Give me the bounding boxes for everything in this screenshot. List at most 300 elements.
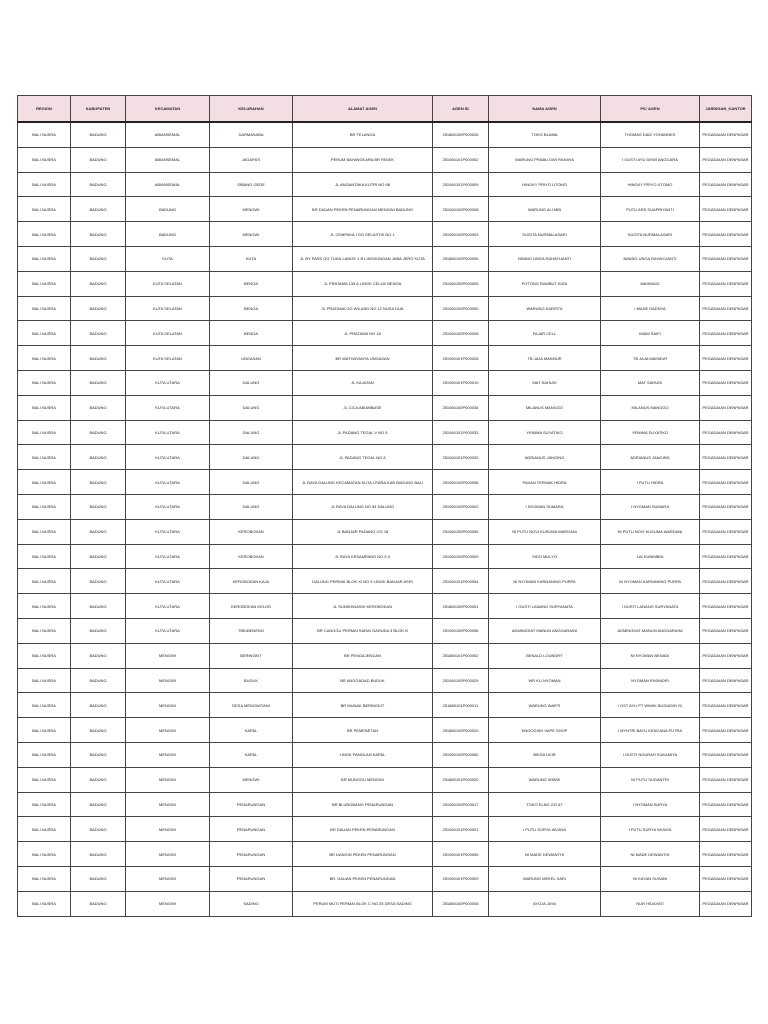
cell-pic-agen: ADRIANUS JANGING <box>601 445 700 470</box>
cell-kecamatan: KUTA SELATAN <box>126 321 210 346</box>
cell-agen-id: 251060101P000001 <box>433 817 489 842</box>
table-row <box>18 842 752 867</box>
cell-jaringan-kantor: PEGADAIAN DENPASAR <box>700 767 752 792</box>
cell-region: BALI NUSRA <box>18 842 71 867</box>
cell-agen-id: 251060100P000017 <box>433 792 489 817</box>
cell-agen-id: 251060101P000030 <box>433 445 489 470</box>
cell-kecamatan: MENGWI <box>126 718 210 743</box>
cell-region: BALI NUSRA <box>18 197 71 222</box>
cell-agen-id: 251060100P000008 <box>433 197 489 222</box>
cell-region: BALI NUSRA <box>18 445 71 470</box>
cell-jaringan-kantor: PEGADAIAN DENPASAR <box>700 420 752 445</box>
cell-region: BALI NUSRA <box>18 222 71 247</box>
table-row <box>18 891 752 916</box>
cell-kecamatan: KUTA UTARA <box>126 395 210 420</box>
cell-kelurahan: KEROBOKAN KAJA <box>210 569 293 594</box>
column-header-kelurahan: KELURAHAN <box>210 96 293 123</box>
cell-jaringan-kantor: PEGADAIAN DENPASAR <box>700 470 752 495</box>
cell-kecamatan: KUTA UTARA <box>126 594 210 619</box>
cell-nama-agen: POTONG RAMBUT KUDI <box>489 271 601 296</box>
cell-pic-agen: I PUTU HIDRA <box>601 470 700 495</box>
cell-nama-agen: KNOOGISH VAPE SHOP <box>489 718 601 743</box>
cell-kabupaten: BADUNG <box>71 370 126 395</box>
column-header-jaringan-kantor: JARINGAN_KANTOR <box>700 96 752 123</box>
cell-nama-agen: ADRIANUS JANGING <box>489 445 601 470</box>
cell-kecamatan: MENGWI <box>126 767 210 792</box>
cell-kecamatan: MENGWI <box>126 742 210 767</box>
cell-agen-id: 251060100P000060 <box>433 742 489 767</box>
cell-region: BALI NUSRA <box>18 420 71 445</box>
header-row <box>18 96 752 123</box>
table-row <box>18 569 752 594</box>
cell-nama-agen: TOKO BLAMA <box>489 122 601 147</box>
cell-kelurahan: BERINGKIT <box>210 643 293 668</box>
cell-region: BALI NUSRA <box>18 370 71 395</box>
cell-jaringan-kantor: PEGADAIAN DENPASAR <box>700 569 752 594</box>
table-row <box>18 122 752 147</box>
cell-pic-agen: I GUSTI NGURAH SUKAMIYA <box>601 742 700 767</box>
cell-kelurahan: MENGWI <box>210 767 293 792</box>
cell-pic-agen: I GST AYU PT WIWIK BUDIASIH GI <box>601 693 700 718</box>
table-row <box>18 718 752 743</box>
cell-kelurahan: BUDUK <box>210 668 293 693</box>
cell-kelurahan: DALUNG <box>210 420 293 445</box>
table-row <box>18 594 752 619</box>
cell-jaringan-kantor: PEGADAIAN DENPASAR <box>700 197 752 222</box>
table-row <box>18 445 752 470</box>
cell-jaringan-kantor: PEGADAIAN DENPASAR <box>700 842 752 867</box>
table-row <box>18 271 752 296</box>
cell-nama-agen: MAT SAHUDI <box>489 370 601 395</box>
cell-pic-agen: IMAM SAIFI <box>601 321 700 346</box>
cell-nama-agen: WARUNG ALI MIB <box>489 197 601 222</box>
cell-kecamatan: ABIANSEMAL <box>126 172 210 197</box>
column-header-alamat-agen: ALAMAT AGEN <box>293 96 433 123</box>
cell-alamat-agen: BR WATHAYANYA UNGASAN <box>293 346 433 371</box>
cell-nama-agen: SIDO MULYO <box>489 544 601 569</box>
cell-kabupaten: BADUNG <box>71 618 126 643</box>
cell-jaringan-kantor: PEGADAIAN DENPASAR <box>700 718 752 743</box>
cell-agen-id: 251060101P000055 <box>433 842 489 867</box>
cell-pic-agen: YEMIMA SUYATIKO <box>601 420 700 445</box>
cell-alamat-agen: BR. DAUAN PEKEN PENARUNGAN <box>293 866 433 891</box>
table-row <box>18 767 752 792</box>
cell-jaringan-kantor: PEGADAIAN DENPASAR <box>700 494 752 519</box>
table-row <box>18 693 752 718</box>
cell-agen-id: 251060101P000052 <box>433 147 489 172</box>
cell-region: BALI NUSRA <box>18 395 71 420</box>
cell-kabupaten: BADUNG <box>71 693 126 718</box>
cell-jaringan-kantor: PEGADAIAN DENPASAR <box>700 246 752 271</box>
cell-kecamatan: KUTA SELATAN <box>126 271 210 296</box>
cell-kelurahan: TIBUBENENG <box>210 618 293 643</box>
agent-table <box>17 95 752 917</box>
cell-pic-agen: MAT SAHUDI <box>601 370 700 395</box>
cell-pic-agen: I NYOMAN SURYA <box>601 792 700 817</box>
cell-pic-agen: SUGITA NURMALASARI <box>601 222 700 247</box>
cell-kelurahan: BENOA <box>210 271 293 296</box>
cell-kelurahan: JAGAPATI <box>210 147 293 172</box>
cell-kelurahan: DARMASABA <box>210 122 293 147</box>
cell-jaringan-kantor: PEGADAIAN DENPASAR <box>700 321 752 346</box>
cell-region: BALI NUSRA <box>18 122 71 147</box>
column-header-region: REGION <box>18 96 71 123</box>
cell-kabupaten: BADUNG <box>71 494 126 519</box>
cell-kabupaten: BADUNG <box>71 147 126 172</box>
cell-kecamatan: ABIANSEMAL <box>126 122 210 147</box>
cell-alamat-agen: JL PADANG TEGAL V NO 5 <box>293 420 433 445</box>
column-header-agen-id: AGEN ID <box>433 96 489 123</box>
cell-region: BALI NUSRA <box>18 296 71 321</box>
cell-jaringan-kantor: PEGADAIAN DENPASAR <box>700 817 752 842</box>
cell-kabupaten: BADUNG <box>71 246 126 271</box>
cell-jaringan-kantor: PEGADAIAN DENPASAR <box>700 147 752 172</box>
table-row <box>18 668 752 693</box>
cell-alamat-agen: DALUNG PERMAI BLOK XI NO 9 LINGK.BANJAR ASRI <box>293 569 433 594</box>
cell-alamat-agen: JL PRATAMA GG WILAND NO 12 NUSA DUA <box>293 296 433 321</box>
cell-alamat-agen: BR PEMEBETAN <box>293 718 433 743</box>
cell-region: BALI NUSRA <box>18 321 71 346</box>
table-row <box>18 147 752 172</box>
cell-kecamatan: KUTA UTARA <box>126 494 210 519</box>
table-row <box>18 817 752 842</box>
cell-kecamatan: KUTA UTARA <box>126 470 210 495</box>
cell-alamat-agen: PERUM BAYANGKARA BR PASEK <box>293 147 433 172</box>
cell-region: BALI NUSRA <box>18 866 71 891</box>
cell-region: BALI NUSRA <box>18 147 71 172</box>
cell-agen-id: 251060101P000010 <box>433 370 489 395</box>
cell-region: BALI NUSRA <box>18 693 71 718</box>
cell-jaringan-kantor: PEGADAIAN DENPASAR <box>700 742 752 767</box>
cell-agen-id: 251880101P000020 <box>433 767 489 792</box>
cell-alamat-agen: PERUM MUTI PERMAI BLOK C NO 25 DESA SADING <box>293 891 433 916</box>
cell-nama-agen: FAJAR CELL <box>489 321 601 346</box>
cell-region: BALI NUSRA <box>18 618 71 643</box>
cell-region: BALI NUSRA <box>18 544 71 569</box>
cell-kecamatan: MENGWI <box>126 643 210 668</box>
cell-agen-id: 251060100P000005 <box>433 271 489 296</box>
cell-pic-agen: NI NYOMAN KARNANING PURPA <box>601 569 700 594</box>
cell-agen-id: 251880100P000051 <box>433 594 489 619</box>
cell-kabupaten: BADUNG <box>71 643 126 668</box>
table-row <box>18 370 752 395</box>
cell-agen-id: 251880100P000006 <box>433 246 489 271</box>
cell-kabupaten: BADUNG <box>71 792 126 817</box>
cell-alamat-agen: JL RAYA KESAMPANG NO 5 X <box>293 544 433 569</box>
cell-kelurahan: DESA MENGWITANI <box>210 693 293 718</box>
cell-jaringan-kantor: PEGADAIAN DENPASAR <box>700 370 752 395</box>
cell-nama-agen: NI PUTU NOVI KUSUMA WARDANI <box>489 519 601 544</box>
cell-nama-agen: HINGKY PRIYO UTOMO <box>489 172 601 197</box>
cell-agen-id: 251060100P000058 <box>433 470 489 495</box>
cell-kecamatan: MENGWI <box>126 891 210 916</box>
cell-jaringan-kantor: PEGADAIAN DENPASAR <box>700 643 752 668</box>
column-header-kabupaten: KABUPATEN <box>71 96 126 123</box>
cell-kelurahan: BENOA <box>210 296 293 321</box>
cell-kelurahan: MENGWI <box>210 197 293 222</box>
cell-kecamatan: KUTA SELATAN <box>126 296 210 321</box>
cell-alamat-agen: JL CEMPAKA I GG SELASTIK NO 1 <box>293 222 433 247</box>
cell-region: BALI NUSRA <box>18 594 71 619</box>
cell-nama-agen: YEMIMA SUYATIKO <box>489 420 601 445</box>
cell-region: BALI NUSRA <box>18 519 71 544</box>
cell-nama-agen: WARUNG MEKEL SARI <box>489 866 601 891</box>
table-row <box>18 321 752 346</box>
cell-jaringan-kantor: PEGADAIAN DENPASAR <box>700 618 752 643</box>
cell-kabupaten: BADUNG <box>71 866 126 891</box>
cell-kelurahan: SIBANG GEDE <box>210 172 293 197</box>
cell-region: BALI NUSRA <box>18 668 71 693</box>
cell-nama-agen: WARUNG PRABU DWI RAHAYA <box>489 147 601 172</box>
cell-jaringan-kantor: PEGADAIAN DENPASAR <box>700 891 752 916</box>
cell-kelurahan: PENARUNGAN <box>210 817 293 842</box>
cell-alamat-agen: BR DAUAN PEKEN PENARUNGAN MENGWI BADUNG <box>293 197 433 222</box>
column-header-nama-agen: NAMA AGEN <box>489 96 601 123</box>
cell-kelurahan: UNGASAN <box>210 346 293 371</box>
cell-region: BALI NUSRA <box>18 172 71 197</box>
cell-agen-id: 251880100P000020 <box>433 718 489 743</box>
cell-jaringan-kantor: PEGADAIAN DENPASAR <box>700 271 752 296</box>
cell-nama-agen: NI NYOMAN KARNANING PURPA <box>489 569 601 594</box>
cell-pic-agen: I PUTU SURYA WIJAYA <box>601 817 700 842</box>
cell-jaringan-kantor: PEGADAIAN DENPASAR <box>700 544 752 569</box>
cell-kecamatan: BADUNG <box>126 197 210 222</box>
cell-pic-agen: MAHMUDI <box>601 271 700 296</box>
cell-jaringan-kantor: PEGADAIAN DENPASAR <box>700 172 752 197</box>
column-header-kecamatan: KECAMATAN <box>126 96 210 123</box>
cell-agen-id: 251060100P000050 <box>433 296 489 321</box>
cell-pic-agen: NI KAYAN SUSANI <box>601 866 700 891</box>
cell-pic-agen: I MYNTRI BAYU KENCANA PUTRA <box>601 718 700 743</box>
cell-nama-agen: ADMINGKAT MANUN ANGGARAINI <box>489 618 601 643</box>
cell-kelurahan: DALUNG <box>210 494 293 519</box>
cell-agen-id: 251060100P000002 <box>433 494 489 519</box>
cell-nama-agen: TB JAJA MAKMUR <box>489 346 601 371</box>
cell-kabupaten: BADUNG <box>71 321 126 346</box>
cell-nama-agen: SUGITA NURMALASARI <box>489 222 601 247</box>
cell-jaringan-kantor: PEGADAIAN DENPASAR <box>700 792 752 817</box>
cell-agen-id: 251880100P000026 <box>433 122 489 147</box>
cell-region: BALI NUSRA <box>18 494 71 519</box>
cell-pic-agen: I GUSTI LANANG SURYANATA <box>601 594 700 619</box>
cell-pic-agen: HINGKY PRIYO UTOMO <box>601 172 700 197</box>
cell-nama-agen: I PUTU SURYA WIJAYA <box>489 817 601 842</box>
cell-kecamatan: MENGWI <box>126 693 210 718</box>
cell-alamat-agen: JL ANGANTAKA KUTRI NO 68 <box>293 172 433 197</box>
cell-kecamatan: KUTA UTARA <box>126 544 210 569</box>
cell-kabupaten: BADUNG <box>71 842 126 867</box>
table-row <box>18 519 752 544</box>
cell-pic-agen: I MADE RADNYA <box>601 296 700 321</box>
cell-kabupaten: BADUNG <box>71 222 126 247</box>
cell-region: BALI NUSRA <box>18 470 71 495</box>
cell-jaringan-kantor: PEGADAIAN DENPASAR <box>700 594 752 619</box>
cell-agen-id: 251880100P000008 <box>433 891 489 916</box>
cell-kabupaten: BADUNG <box>71 346 126 371</box>
cell-jaringan-kantor: PEGADAIAN DENPASAR <box>700 445 752 470</box>
cell-alamat-agen: JL RAYA DALUNG KECAMATAN KUTA UTARA KAB BADUNG BALI <box>293 470 433 495</box>
cell-jaringan-kantor: PEGADAIAN DENPASAR <box>700 346 752 371</box>
cell-kelurahan: KEROBOKAN <box>210 519 293 544</box>
cell-nama-agen: MILANUS MANGGO <box>489 395 601 420</box>
cell-kabupaten: BADUNG <box>71 197 126 222</box>
cell-region: BALI NUSRA <box>18 643 71 668</box>
cell-kelurahan: PENARUNGAN <box>210 842 293 867</box>
cell-pic-agen: TB JAJA MAKMUR <box>601 346 700 371</box>
cell-nama-agen: WARUNG WARTI <box>489 693 601 718</box>
cell-pic-agen: NUR HIDAYATI <box>601 891 700 916</box>
cell-pic-agen: NI PUTU NOVI KUSUMA WARDANI <box>601 519 700 544</box>
table-row <box>18 742 752 767</box>
cell-jaringan-kantor: PEGADAIAN DENPASAR <box>700 668 752 693</box>
cell-nama-agen: NINING UNGA RAHAYUANTI <box>489 246 601 271</box>
cell-kecamatan: KUTA <box>126 246 210 271</box>
cell-pic-agen: LAI KUNIMBIN <box>601 544 700 569</box>
cell-alamat-agen: JL SUNSHINASIH KEROBOKAN <box>293 594 433 619</box>
cell-region: BALI NUSRA <box>18 891 71 916</box>
cell-nama-agen: WR KU NYOMAN <box>489 668 601 693</box>
cell-nama-agen: PAKAN TERNAK HIDRA <box>489 470 601 495</box>
cell-pic-agen: THOMAS DIAZ YOHANNES <box>601 122 700 147</box>
cell-alamat-agen: JL BANJAR PADANG GG 18 <box>293 519 433 544</box>
cell-pic-agen: NI PUTU SUGANTRI <box>601 767 700 792</box>
cell-jaringan-kantor: PEGADAIAN DENPASAR <box>700 296 752 321</box>
cell-agen-id: 251060101P000028 <box>433 346 489 371</box>
cell-kecamatan: MENGWI <box>126 668 210 693</box>
table-row <box>18 618 752 643</box>
cell-nama-agen: WARUNG WIWIK <box>489 767 601 792</box>
cell-kelurahan: DALUNG <box>210 470 293 495</box>
cell-jaringan-kantor: PEGADAIAN DENPASAR <box>700 519 752 544</box>
cell-region: BALI NUSRA <box>18 817 71 842</box>
cell-agen-id: 251060101P000009 <box>433 172 489 197</box>
table-row <box>18 222 752 247</box>
cell-kabupaten: BADUNG <box>71 817 126 842</box>
cell-kelurahan: KAPAL <box>210 742 293 767</box>
cell-kabupaten: BADUNG <box>71 172 126 197</box>
cell-pic-agen: MILANUS MANGGO <box>601 395 700 420</box>
cell-nama-agen: I GUSTI LANANG SURYANATA <box>489 594 601 619</box>
table-row <box>18 420 752 445</box>
cell-agen-id: 251060100P000056 <box>433 618 489 643</box>
cell-nama-agen: WARUNG KARISTA <box>489 296 601 321</box>
cell-alamat-agen: BR MUNAK BERINGKIT <box>293 693 433 718</box>
cell-agen-id: 251060101P000054 <box>433 569 489 594</box>
cell-alamat-agen: BR TELANGA <box>293 122 433 147</box>
cell-kelurahan: KEROBOKAN <box>210 544 293 569</box>
cell-jaringan-kantor: PEGADAIAN DENPASAR <box>700 693 752 718</box>
cell-kabupaten: BADUNG <box>71 767 126 792</box>
cell-alamat-agen: BR PENGAJENGAN <box>293 643 433 668</box>
cell-agen-id: 251060100P000003 <box>433 222 489 247</box>
cell-kecamatan: KUTA SELATAN <box>126 346 210 371</box>
cell-kabupaten: BADUNG <box>71 569 126 594</box>
cell-pic-agen: NI MADE DEWANTHI <box>601 842 700 867</box>
cell-alamat-agen: BR DANGIN PEKEN PENARUNGAN <box>293 842 433 867</box>
cell-alamat-agen: BR DAUAN PEKEN PENARUNGAN <box>293 817 433 842</box>
cell-pic-agen: I NYOMAN SUMARA <box>601 494 700 519</box>
cell-kelurahan: KAPAL <box>210 718 293 743</box>
cell-kecamatan: KUTA UTARA <box>126 370 210 395</box>
cell-kecamatan: KUTA UTARA <box>126 445 210 470</box>
table-row <box>18 792 752 817</box>
cell-kelurahan: BENOA <box>210 321 293 346</box>
cell-alamat-agen: BR ANGGADAD BUDUK <box>293 668 433 693</box>
cell-kabupaten: BADUNG <box>71 519 126 544</box>
cell-jaringan-kantor: PEGADAIAN DENPASAR <box>700 122 752 147</box>
cell-agen-id: 251880101P000052 <box>433 643 489 668</box>
table-row <box>18 246 752 271</box>
cell-kecamatan: KUTA UTARA <box>126 569 210 594</box>
cell-alamat-agen: JL CICA ABIANBASE <box>293 395 433 420</box>
table-row <box>18 494 752 519</box>
cell-kecamatan: KUTA UTARA <box>126 420 210 445</box>
cell-region: BALI NUSRA <box>18 792 71 817</box>
cell-kabupaten: BADUNG <box>71 271 126 296</box>
cell-nama-agen: I NYOMAN SUMARA <box>489 494 601 519</box>
cell-nama-agen: NI MADE DEWANTHI <box>489 842 601 867</box>
cell-kabupaten: BADUNG <box>71 718 126 743</box>
cell-jaringan-kantor: PEGADAIAN DENPASAR <box>700 222 752 247</box>
cell-kabupaten: BADUNG <box>71 544 126 569</box>
cell-kabupaten: BADUNG <box>71 470 126 495</box>
cell-jaringan-kantor: PEGADAIAN DENPASAR <box>700 866 752 891</box>
cell-kelurahan: PENARUNGAN <box>210 792 293 817</box>
cell-agen-id: 251060100P000008 <box>433 321 489 346</box>
cell-alamat-agen: BR BLUNGBANG PENARUNGAN <box>293 792 433 817</box>
cell-kelurahan: DALUNG <box>210 395 293 420</box>
cell-kelurahan: MENGWI <box>210 222 293 247</box>
cell-agen-id: 251060100P000029 <box>433 668 489 693</box>
table-body <box>18 122 752 916</box>
cell-alamat-agen: BR CANGGU PERMAI SARAI GARUDA 3 BLOK B <box>293 618 433 643</box>
cell-nama-agen: AYOJA JAYA <box>489 891 601 916</box>
cell-agen-id: 251060100P000036 <box>433 395 489 420</box>
cell-alamat-agen: JL BY PASS GG TUAN LANGE 1 B LINGKUNGAN JABA JERO KUTA <box>293 246 433 271</box>
cell-kecamatan: BADUNG <box>126 222 210 247</box>
cell-kelurahan: KUTA <box>210 246 293 271</box>
cell-pic-agen: NI NYOMAN BENADI <box>601 643 700 668</box>
table-row <box>18 544 752 569</box>
cell-pic-agen: PUTU ARS SUAPRIYANTI <box>601 197 700 222</box>
table-row <box>18 296 752 321</box>
cell-kelurahan: DALUNG <box>210 445 293 470</box>
cell-kecamatan: MENGWI <box>126 792 210 817</box>
cell-region: BALI NUSRA <box>18 767 71 792</box>
cell-alamat-agen: JL RAYA DALUNG NO 54 DALUNG <box>293 494 433 519</box>
table-row <box>18 643 752 668</box>
table-row <box>18 470 752 495</box>
cell-kabupaten: BADUNG <box>71 420 126 445</box>
cell-agen-id: 251060101P000033 <box>433 420 489 445</box>
table-row <box>18 346 752 371</box>
cell-alamat-agen: JL PADANG TEGAL NO 8 <box>293 445 433 470</box>
cell-kelurahan: PENARUNGAN <box>210 866 293 891</box>
cell-pic-agen: I GUSTI AYU DEWI ANGGARA <box>601 147 700 172</box>
cell-kecamatan: ABIANSEMAL <box>126 147 210 172</box>
cell-agen-id: 251060100P000009 <box>433 544 489 569</box>
cell-alamat-agen: JL KAJATAN <box>293 370 433 395</box>
cell-alamat-agen: BR MUNGGU MENGWI <box>293 767 433 792</box>
cell-agen-id: 251880101P000011 <box>433 693 489 718</box>
cell-region: BALI NUSRA <box>18 569 71 594</box>
table-row <box>18 197 752 222</box>
cell-kabupaten: BADUNG <box>71 594 126 619</box>
cell-kelurahan: SADING <box>210 891 293 916</box>
cell-kecamatan: KUTA UTARA <box>126 618 210 643</box>
cell-kecamatan: MENGWI <box>126 866 210 891</box>
cell-region: BALI NUSRA <box>18 271 71 296</box>
